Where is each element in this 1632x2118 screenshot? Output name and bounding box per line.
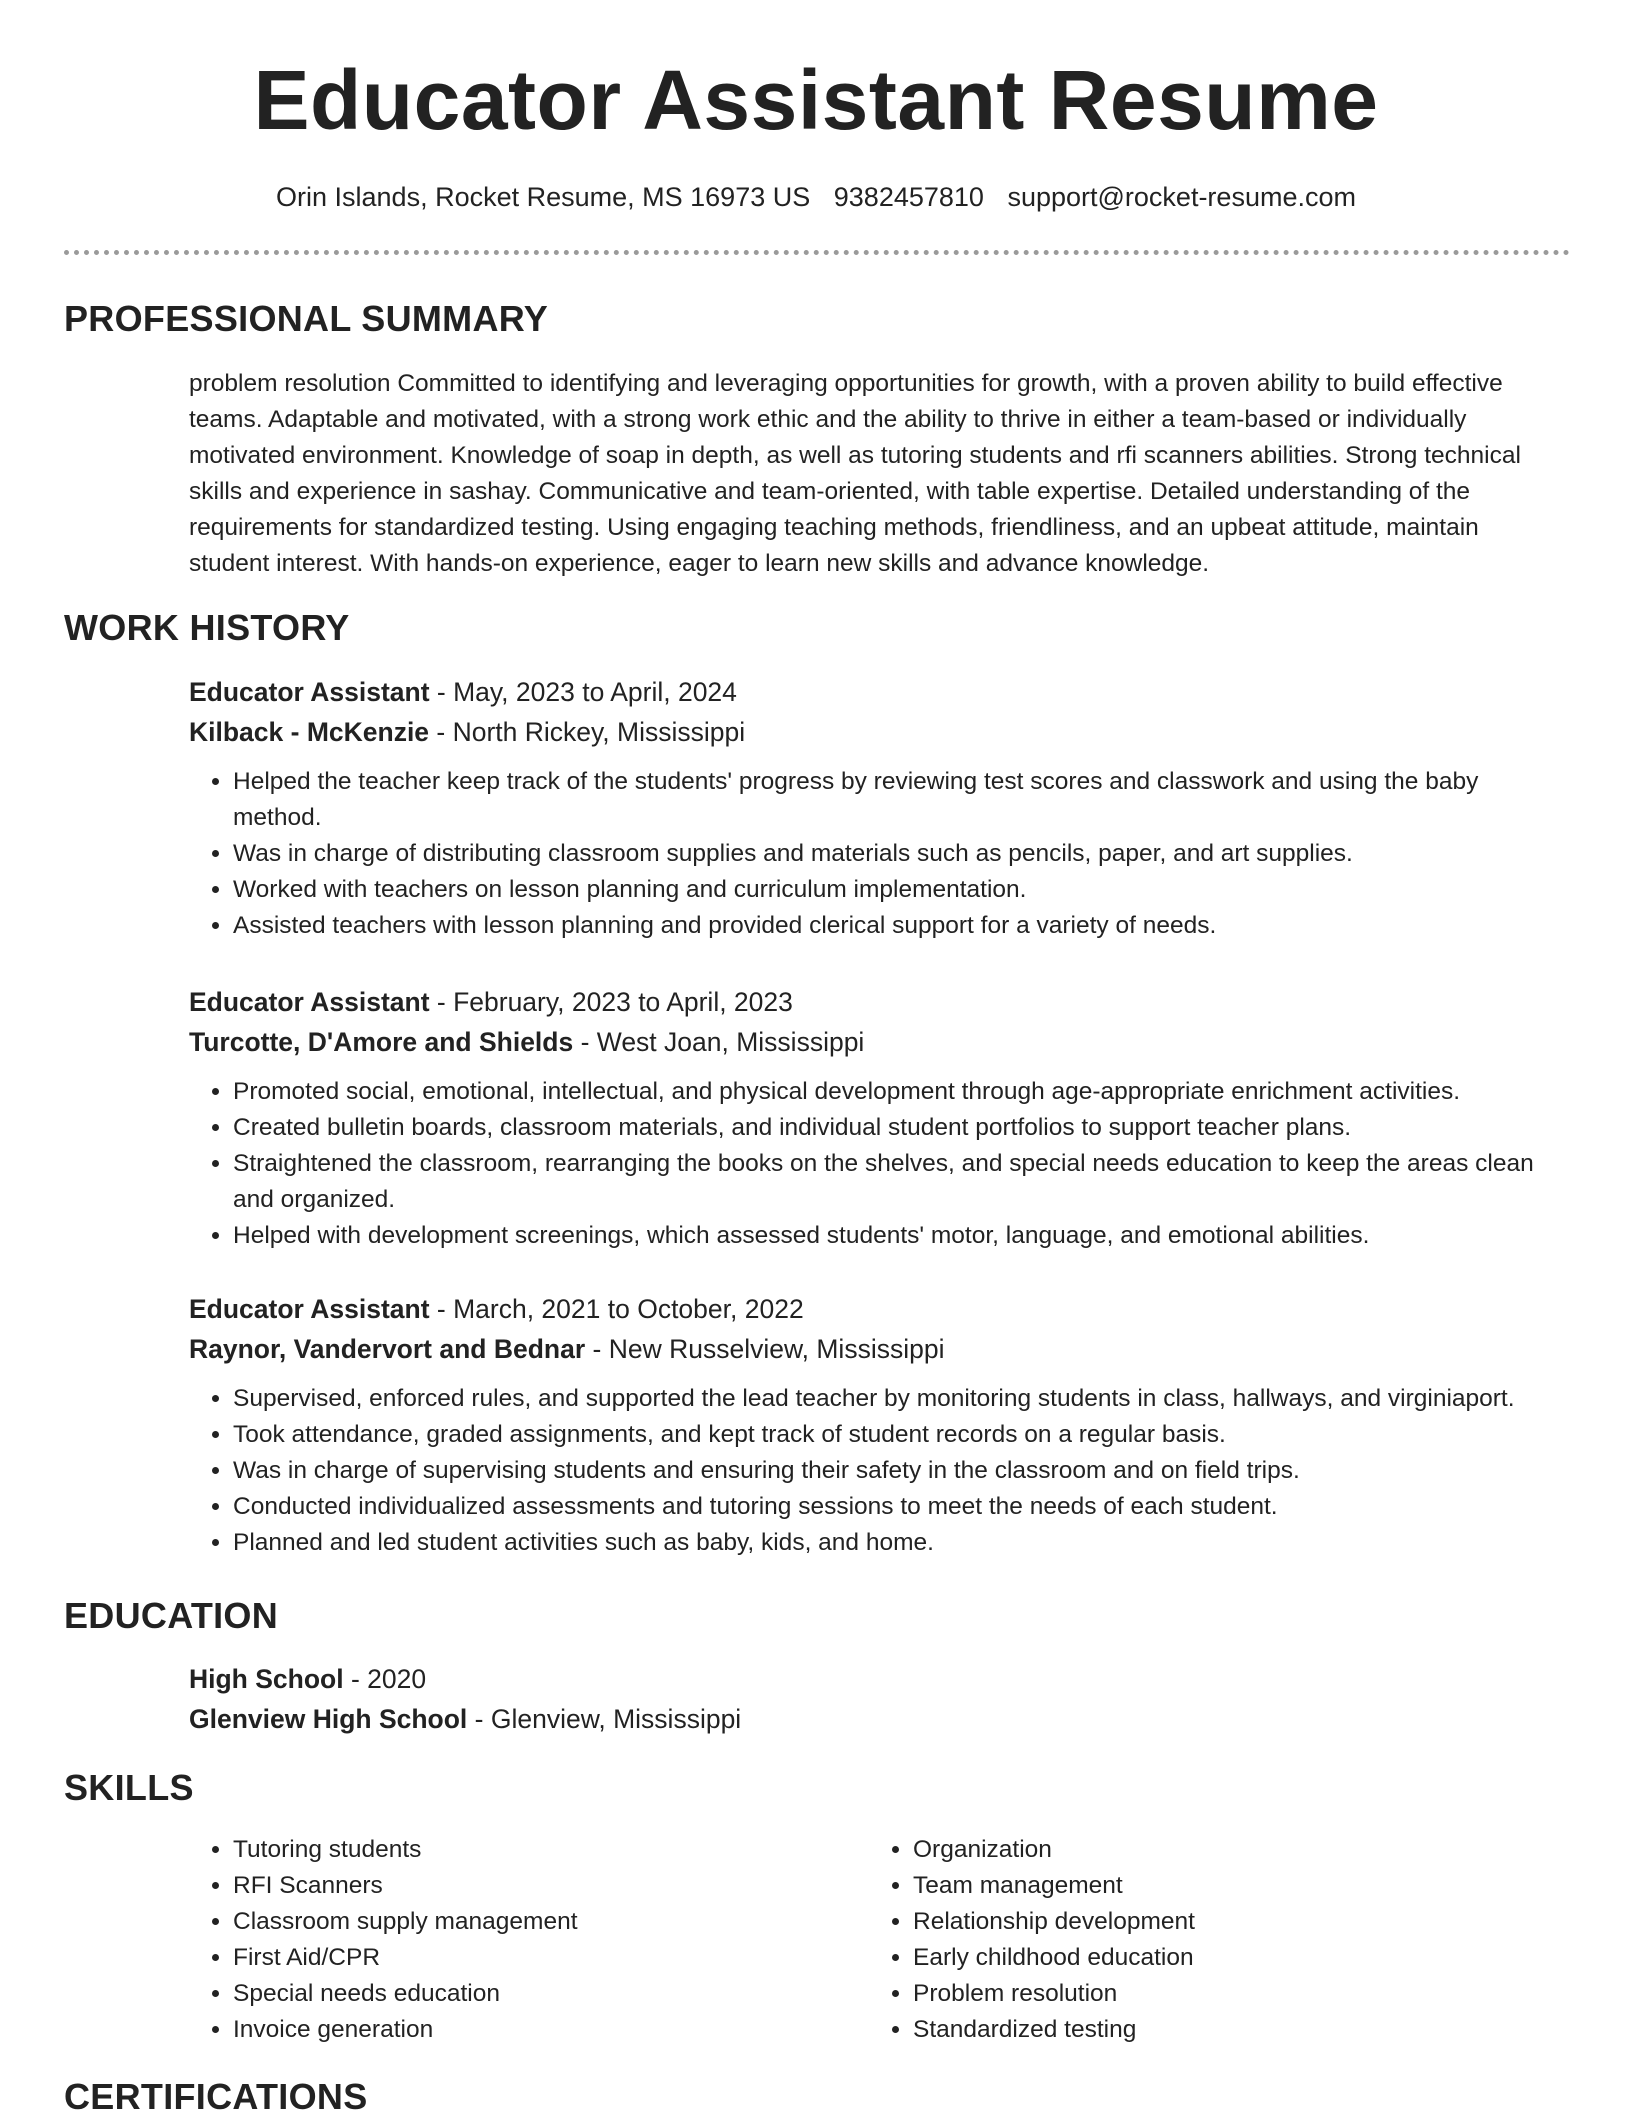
- job-bullet: • Helped with development screenings, which assessed students' motor, language, and emotional abilities.: [233, 1218, 1549, 1254]
- header-divider: [64, 250, 1570, 255]
- job-location: - West Joan, Mississippi: [573, 1027, 865, 1057]
- job-location: - North Rickey, Mississippi: [429, 717, 746, 747]
- skill-item: • Early childhood education: [913, 1940, 1549, 1976]
- summary-text: problem resolution Committed to identifying and leveraging opportunities for growth, with a proven ability to build effective teams. Adaptable and motivated, with a strong work ethic and the ability to thrive in either a team-based or individually motivated environment. Knowledge of soap in depth, as well as tutoring students and rfi scanners abilities. Strong technical skills and experience in sashay. Communicative and team-oriented, with table expertise. Detailed understanding of the requirements for standardized testing. Using engaging teaching methods, friendliness, and an upbeat attitude, maintain student interest. With hands-on experience, eager to learn new skills and advance knowledge.: [189, 370, 1521, 577]
- job-company: Raynor, Vandervort and Bednar: [189, 1334, 586, 1364]
- education-school-line: [189, 1699, 1549, 1739]
- job-title-line: [189, 982, 1549, 1022]
- skills-column-left: [189, 1832, 869, 2048]
- job-company-line: [189, 712, 1549, 752]
- contact-address: Orin Islands, Rocket Resume, MS 16973 US: [276, 182, 811, 212]
- skills-column-right: [869, 1832, 1549, 2048]
- education-year: - 2020: [343, 1664, 427, 1694]
- job-bullet: • Planned and led student activities such as baby, kids, and home.: [233, 1525, 1549, 1561]
- job-bullet: • Was in charge of supervising students and ensuring their safety in the classroom and on field trips.: [233, 1453, 1549, 1489]
- section-title-work: WORK HISTORY: [64, 607, 350, 648]
- job-title-line: [189, 1289, 1549, 1329]
- section-title-skills: SKILLS: [64, 1767, 194, 1808]
- job-bullet: • Helped the teacher keep track of the students' progress by reviewing test scores and classwork and using the baby method.: [233, 764, 1549, 836]
- job-title: Educator Assistant: [189, 987, 430, 1017]
- job-title-line: [189, 672, 1549, 712]
- skill-item: • Standardized testing: [913, 2012, 1549, 2048]
- job-bullets: [189, 1381, 1549, 1561]
- job-bullet: • Conducted individualized assessments and tutoring sessions to meet the needs of each student.: [233, 1489, 1549, 1525]
- education-location: - Glenview, Mississippi: [467, 1704, 742, 1734]
- job-entry: [189, 672, 1549, 944]
- job-bullet: • Straightened the classroom, rearranging the books on the shelves, and special needs education to keep the areas clean and organized.: [233, 1146, 1549, 1218]
- skill-item: • Relationship development: [913, 1904, 1549, 1940]
- skill-item: • Team management: [913, 1868, 1549, 1904]
- job-location: - New Russelview, Mississippi: [585, 1334, 945, 1364]
- skill-item: • Classroom supply management: [233, 1904, 869, 1940]
- job-company: Turcotte, D'Amore and Shields: [189, 1027, 574, 1057]
- job-bullet: • Was in charge of distributing classroom supplies and materials such as pencils, paper, and art supplies.: [233, 836, 1549, 872]
- job-title: Educator Assistant: [189, 1294, 430, 1324]
- contact-phone: 9382457810: [833, 182, 984, 212]
- job-dates: - March, 2021 to October, 2022: [429, 1294, 804, 1324]
- job-company-line: [189, 1329, 1549, 1369]
- job-bullet: • Worked with teachers on lesson planning and curriculum implementation.: [233, 872, 1549, 908]
- section-title-certifications: CERTIFICATIONS: [64, 2076, 368, 2117]
- skill-item: • First Aid/CPR: [233, 1940, 869, 1976]
- job-dates: - May, 2023 to April, 2024: [429, 677, 737, 707]
- job-company-line: [189, 1022, 1549, 1062]
- skill-item: • Special needs education: [233, 1976, 869, 2012]
- job-company: Kilback - McKenzie: [189, 717, 430, 747]
- skill-item: • Problem resolution: [913, 1976, 1549, 2012]
- job-entry: [189, 1289, 1549, 1561]
- education-degree: High School: [189, 1664, 344, 1694]
- education-entry: [189, 1659, 1549, 1739]
- section-title-summary: PROFESSIONAL SUMMARY: [64, 298, 549, 339]
- contact-line: [0, 182, 1632, 213]
- job-bullet: • Created bulletin boards, classroom materials, and individual student portfolios to support teacher plans.: [233, 1110, 1549, 1146]
- skill-item: • Organization: [913, 1832, 1549, 1868]
- skill-item: • Invoice generation: [233, 2012, 869, 2048]
- section-title-education: EDUCATION: [64, 1595, 279, 1636]
- job-bullet: • Promoted social, emotional, intellectual, and physical development through age-appropriate enrichment activities.: [233, 1074, 1549, 1110]
- job-entry: [189, 982, 1549, 1254]
- job-bullet: • Supervised, enforced rules, and supported the lead teacher by monitoring students in class, hallways, and virginiaport.: [233, 1381, 1549, 1417]
- skills-list: [189, 1832, 1549, 2048]
- skill-item: • RFI Scanners: [233, 1868, 869, 1904]
- education-degree-line: [189, 1659, 1549, 1699]
- job-title: Educator Assistant: [189, 677, 430, 707]
- education-school: Glenview High School: [189, 1704, 468, 1734]
- resume-title: Educator Assistant Resume: [253, 53, 1379, 147]
- job-bullets: [189, 764, 1549, 944]
- job-bullets: [189, 1074, 1549, 1254]
- skill-item: • Tutoring students: [233, 1832, 869, 1868]
- job-bullet: • Took attendance, graded assignments, and kept track of student records on a regular basis.: [233, 1417, 1549, 1453]
- job-bullet: • Assisted teachers with lesson planning and provided clerical support for a variety of needs.: [233, 908, 1549, 944]
- contact-email: support@rocket-resume.com: [1007, 182, 1356, 212]
- job-dates: - February, 2023 to April, 2023: [429, 987, 793, 1017]
